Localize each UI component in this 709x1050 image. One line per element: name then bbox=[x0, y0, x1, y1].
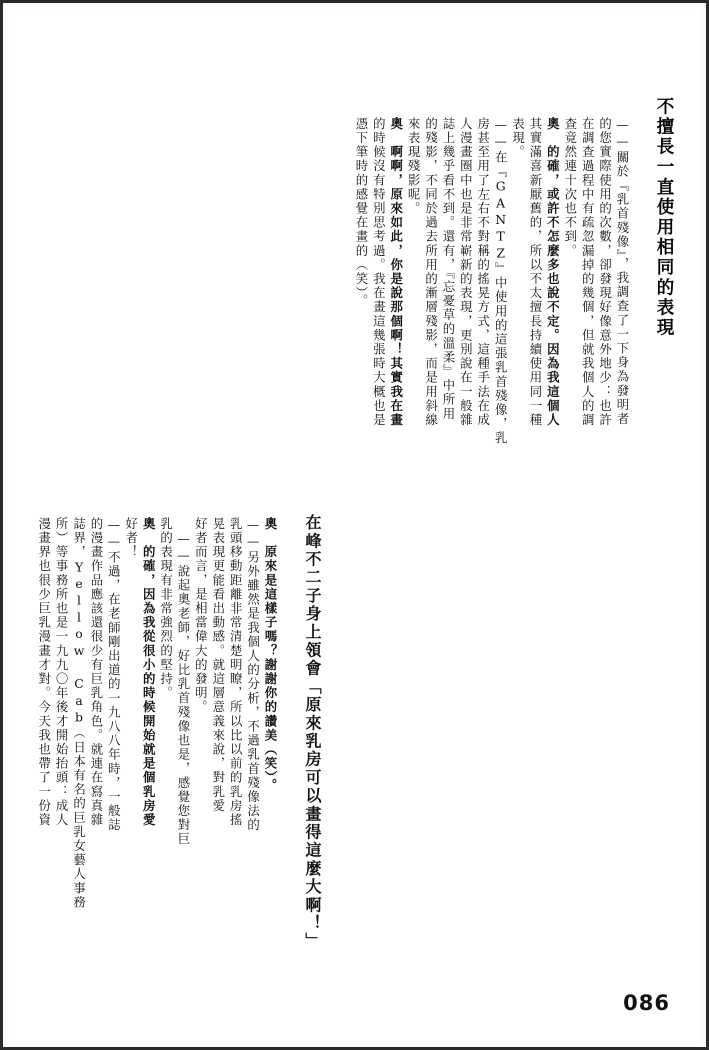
text-column: 奧 啊啊，原來如此，你是說那個啊！其實我在畫 bbox=[388, 117, 404, 428]
text-column: 誌上幾乎看不到。還有，『忘憂草的溫柔』中所用 bbox=[440, 117, 456, 421]
text-column: 在調查過程中有疏忽漏掉的幾個，但就我個人的調 bbox=[580, 117, 596, 428]
page-sheet bbox=[9, 9, 700, 1041]
text-column: 漫畫界也很少巨乳漫畫才對。今天我也帶了一份資 bbox=[36, 517, 52, 828]
text-column: 奧 的確，或許不怎麼多也說不定。因為我這個人 bbox=[545, 117, 561, 428]
text-column: 奧 的確，因為我從很小的時候開始就是個乳房愛 bbox=[141, 517, 157, 828]
text-column: ——關於『乳首殘像』，我調查了一下身為發明者 bbox=[615, 117, 630, 427]
pull-quote-heading-block bbox=[297, 514, 320, 951]
text-column: 的漫畫作品應該還很少有巨乳角色。就連在寫真雜 bbox=[88, 517, 104, 828]
text-column: 乳頭移動距離非常清楚明瞭，所以比以前的乳房搖 bbox=[228, 517, 244, 828]
text-column: 的殘影，不同於過去所用的漸層殘影，而是用斜線 bbox=[423, 117, 439, 428]
page-title: 不擅長一直使用相同的表現 bbox=[654, 97, 674, 339]
page-number: 086 bbox=[623, 991, 670, 1015]
text-column: ——不過，在老師剛出道的一九八八年時，一般誌 bbox=[106, 517, 122, 833]
text-column: 所）等事務所也是一九九〇年後才開始抬頭：成人 bbox=[54, 517, 70, 828]
text-column: 好者！ bbox=[123, 517, 139, 560]
text-column: 誌界，Yellow Cab（日本有名的巨乳女藝人事務 bbox=[71, 517, 87, 910]
text-column: ——另外雖然是我個人的分析，不過乳首殘像法的 bbox=[245, 517, 261, 833]
text-column: 表現。 bbox=[510, 117, 526, 160]
text-column: 查竟然連十次也不到。 bbox=[562, 117, 578, 258]
text-column: ——在『GANTZ』中使用的這張乳首殘像，乳 bbox=[493, 117, 509, 446]
body-text-right-half bbox=[350, 117, 629, 445]
text-column: 奧 原來是這樣子嗎？謝謝你的讚美（笑）。 bbox=[263, 517, 278, 793]
text-column: 憑下筆時的感覺在畫的（笑）。 bbox=[353, 117, 369, 309]
text-column: 好者而言，是相當偉大的發明。 bbox=[193, 517, 209, 715]
text-column: 人漫畫圈中也是非常嶄新的表現，更別說在一般雜 bbox=[458, 117, 474, 428]
text-column: 晃表現更能看出動感。就這層意義來說，對乳愛 bbox=[210, 517, 226, 814]
text-column: 的您實際使用的次數，卻發現好像意外地少：也許 bbox=[597, 117, 613, 428]
text-column: 乳的表現有非常強烈的堅持。 bbox=[158, 517, 174, 701]
text-column: 的時候沒有特別思考過。我在畫這幾張時大概也是 bbox=[371, 117, 387, 428]
text-column: 房甚至用了左右不對稱的搖晃方式，這種手法在成 bbox=[475, 117, 491, 428]
section-heading-block bbox=[646, 97, 673, 338]
pull-quote-heading: 在峰不二子身上領會「原來乳房可以畫得這麼大啊！」 bbox=[303, 514, 322, 951]
body-text-left-half bbox=[32, 517, 276, 910]
text-column: ——說起奧老師，好比乳首殘像也是，感覺您對巨 bbox=[175, 531, 191, 847]
text-column: 其實滿喜新厭舊的，所以不太擅長持續使用同一種 bbox=[527, 117, 543, 428]
text-column: 來表現殘影呢。 bbox=[406, 117, 422, 216]
